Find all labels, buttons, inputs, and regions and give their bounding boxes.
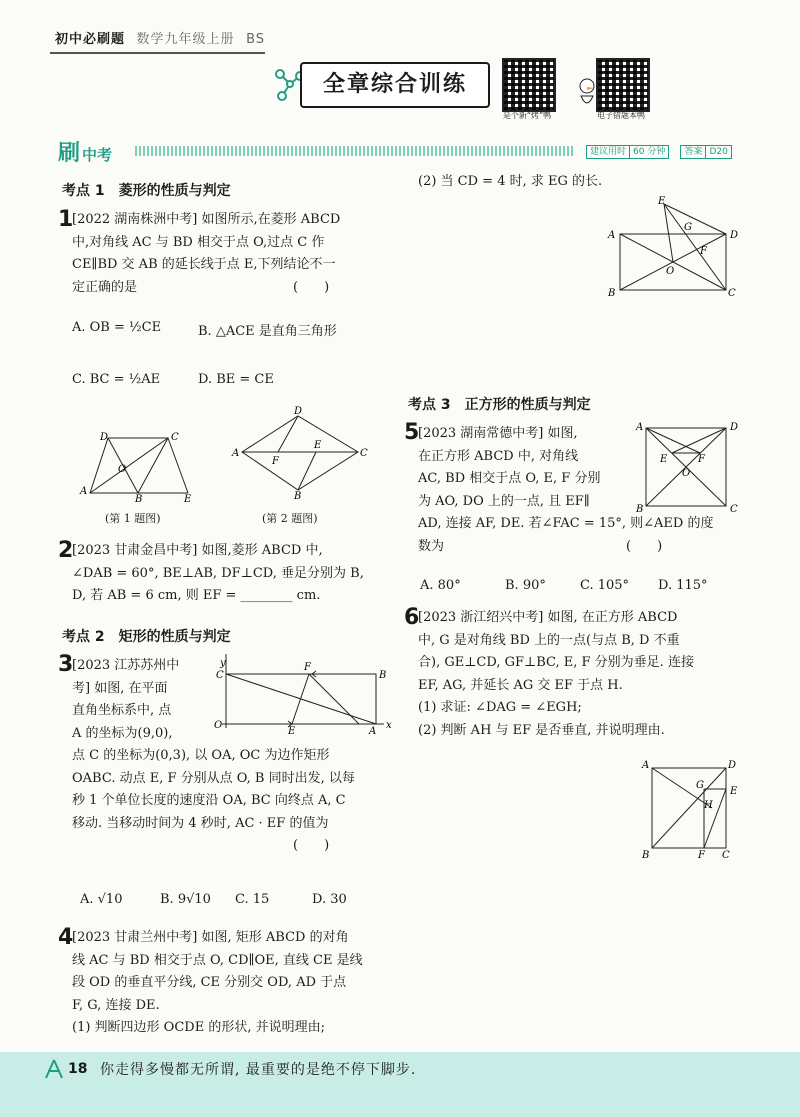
svg-text:C: C xyxy=(728,288,736,299)
dotted-divider xyxy=(135,146,575,156)
q4-line: [2023 甘肃兰州中考] 如图, 矩形 ABCD 的对角 xyxy=(72,930,349,945)
q6-line: (2) 判断 AH 与 EF 是否垂直, 并说明理由. xyxy=(418,722,665,738)
svg-text:E: E xyxy=(288,726,296,737)
qr-caption-left: 是个新“烤”鸭 xyxy=(502,111,552,120)
q6-line: 中, G 是对角线 BD 上的一点(与点 B, D 不重 xyxy=(418,632,680,648)
q1-line: 中,对角线 AC 与 BD 相交于点 O,过点 C 作 xyxy=(72,234,325,250)
q3-option-a: A. √10 xyxy=(80,892,123,907)
kp2-heading: 考点 2 矩形的性质与判定 xyxy=(62,629,231,645)
q6-line: 合), GE⊥CD, GF⊥BC, E, F 分别为垂足. 连接 xyxy=(418,655,694,670)
page-number: 18 xyxy=(68,1061,88,1077)
q4-part2: (2) 当 CD = 4 时, 求 EG 的长. xyxy=(418,174,603,189)
figure-q2 xyxy=(232,404,367,500)
q1-option-a: A. OB = ½CE xyxy=(72,320,162,335)
svg-text:B: B xyxy=(636,504,644,515)
figure-q4 xyxy=(606,196,739,300)
q2-number: 2 xyxy=(58,538,74,563)
q3-line: 移动. 当移动时间为 4 秒时, AC · EF 的值为 xyxy=(72,815,329,831)
figure-q1 xyxy=(78,428,203,503)
q5-option-c: C. 105° xyxy=(580,578,630,593)
svg-text:E: E xyxy=(658,196,666,207)
answer-label: 答案 xyxy=(680,145,706,159)
q3-line: [2023 江苏苏州中 xyxy=(72,658,180,673)
q6-line: [2023 浙江绍兴中考] 如图, 在正方形 ABCD xyxy=(418,610,678,625)
qr-code-left[interactable] xyxy=(502,58,556,112)
svg-text:F: F xyxy=(698,454,705,465)
svg-text:H: H xyxy=(704,800,713,811)
header-rule xyxy=(50,52,265,54)
svg-text:O: O xyxy=(666,266,675,277)
q4-line: 段 OD 的垂直平分线, CE 分别交 OD, AD 于点 xyxy=(72,975,347,990)
svg-text:O: O xyxy=(118,464,127,475)
svg-text:O: O xyxy=(214,720,223,731)
svg-text:E: E xyxy=(314,440,322,451)
q3-line: 点 C 的坐标为(0,3), 以 OA, OC 为边作矩形 xyxy=(72,748,330,763)
fig2-caption: (第 2 题图) xyxy=(262,512,318,525)
svg-text:A: A xyxy=(636,422,644,433)
svg-text:E: E xyxy=(184,494,192,505)
footer-motto: 你走得多慢都无所谓, 最重要的是绝不停下脚步. xyxy=(100,1062,417,1078)
svg-text:G: G xyxy=(684,222,692,233)
duck-mascot-icon xyxy=(577,76,597,110)
svg-text:C: C xyxy=(722,850,730,861)
svg-text:A: A xyxy=(369,726,377,737)
q3-option-d: D. 30 xyxy=(312,892,347,907)
section-title: 刷 中考 xyxy=(58,141,113,166)
q3-line: 秒 1 个单位长度的速度沿 OA, BC 向终点 A, C xyxy=(72,793,346,808)
chapter-banner: 全章综合训练 xyxy=(300,62,490,108)
q3-line: ( ) xyxy=(72,838,330,853)
q1-option-c: C. BC = ½AE xyxy=(72,372,161,387)
q4-line: (1) 判断四边形 OCDE 的形状, 并说明理由; xyxy=(72,1020,325,1035)
q3-line: A 的坐标为(9,0), xyxy=(72,725,173,741)
q6-line: EF, AG, 并延长 AG 交 EF 于点 H. xyxy=(418,677,623,693)
q5-line: [2023 湖南常德中考] 如图, xyxy=(418,426,578,441)
q5-number: 5 xyxy=(404,420,420,445)
q5-line: AD, 连接 AF, DE. 若∠FAC = 15°, 则∠AED 的度 xyxy=(418,516,714,531)
svg-text:C: C xyxy=(730,504,738,515)
svg-text:E: E xyxy=(660,454,668,465)
svg-text:F: F xyxy=(304,662,311,673)
qr-caption-right: 电子错题本鸭 xyxy=(597,111,645,120)
svg-text:F: F xyxy=(700,246,707,257)
kp3-heading: 考点 3 正方形的性质与判定 xyxy=(408,397,591,413)
compass-icon xyxy=(42,1058,66,1080)
svg-text:B: B xyxy=(379,670,387,681)
svg-text:A: A xyxy=(80,486,88,497)
q2-line: D, 若 AB = 6 cm, 则 EF = ________ cm. xyxy=(72,588,321,603)
q3-number: 3 xyxy=(58,652,74,677)
svg-text:D: D xyxy=(730,422,739,433)
svg-text:D: D xyxy=(730,230,739,241)
running-header xyxy=(55,28,265,47)
subject-title: 数学九年级上册 xyxy=(136,32,235,47)
q1-number: 1 xyxy=(58,207,74,232)
svg-text:y: y xyxy=(220,658,226,669)
svg-text:E: E xyxy=(730,786,738,797)
q3-line: 直角坐标系中, 点 xyxy=(72,703,172,718)
svg-text:A: A xyxy=(232,448,240,459)
svg-text:D: D xyxy=(294,406,303,417)
q6-line: (1) 求证: ∠DAG = ∠EGH; xyxy=(418,700,582,715)
q5-line: 在正方形 ABCD 中, 对角线 xyxy=(418,448,579,464)
book-title: 初中必刷题 xyxy=(55,32,126,47)
svg-text:G: G xyxy=(696,780,704,791)
time-value: 60 分钟 xyxy=(630,145,669,159)
svg-text:O: O xyxy=(682,468,691,479)
q1-line: CE∥BD 交 AB 的延长线于点 E,下列结论不一 xyxy=(72,257,336,272)
kp1-heading: 考点 1 菱形的性质与判定 xyxy=(62,183,231,199)
q3-line: OABC. 动点 E, F 分别从点 O, B 同时出发, 以每 xyxy=(72,770,355,786)
svg-text:A: A xyxy=(642,760,650,771)
svg-text:C: C xyxy=(171,432,179,443)
q5-option-b: B. 90° xyxy=(505,578,546,593)
q1-option-b: B. △ACE 是直角三角形 xyxy=(198,324,337,339)
q5-line: AC, BD 相交于点 O, E, F 分别 xyxy=(418,471,601,486)
q3-line: 考] 如图, 在平面 xyxy=(72,680,168,696)
q2-line: [2023 甘肃金昌中考] 如图,菱形 ABCD 中, xyxy=(72,543,323,558)
figure-q6 xyxy=(638,756,746,864)
q4-line: 线 AC 与 BD 相交于点 O, CD∥OE, 直线 CE 是线 xyxy=(72,952,363,968)
time-label: 建议用时 xyxy=(586,145,630,159)
svg-text:B: B xyxy=(135,494,143,505)
svg-text:F: F xyxy=(698,850,705,861)
figure-q3 xyxy=(212,652,392,737)
svg-text:D: D xyxy=(100,432,109,443)
fig1-caption: (第 1 题图) xyxy=(105,512,161,525)
svg-text:x: x xyxy=(386,720,392,731)
answer-page: D20 xyxy=(706,145,731,159)
q5-line: 数为 ( ) xyxy=(418,538,663,554)
q4-line: F, G, 连接 DE. xyxy=(72,997,160,1013)
svg-text:B: B xyxy=(608,288,616,299)
svg-text:B: B xyxy=(642,850,650,861)
q5-option-d: D. 115° xyxy=(658,578,708,593)
svg-text:A: A xyxy=(608,230,616,241)
svg-text:C: C xyxy=(360,448,368,459)
qr-code-right[interactable] xyxy=(596,58,650,112)
q3-option-c: C. 15 xyxy=(235,892,270,907)
q4-number: 4 xyxy=(58,925,74,950)
q3-option-b: B. 9√10 xyxy=(160,892,211,907)
svg-text:B: B xyxy=(294,491,302,502)
svg-text:D: D xyxy=(728,760,737,771)
q5-option-a: A. 80° xyxy=(420,578,461,593)
q1-line: 定正确的是 ( ) xyxy=(72,279,330,295)
q1-line: [2022 湖南株洲中考] 如图所示,在菱形 ABCD xyxy=(72,212,341,227)
figure-q5 xyxy=(632,418,742,515)
q5-line: 为 AO, DO 上的一点, 且 EF∥ xyxy=(418,493,590,509)
svg-text:C: C xyxy=(216,670,224,681)
svg-text:F: F xyxy=(272,456,279,467)
q1-option-d: D. BE = CE xyxy=(198,372,274,387)
edition-label: BS xyxy=(246,32,266,47)
q6-number: 6 xyxy=(404,605,420,630)
q2-line: ∠DAB = 60°, BE⊥AB, DF⊥CD, 垂足分别为 B, xyxy=(72,565,364,581)
